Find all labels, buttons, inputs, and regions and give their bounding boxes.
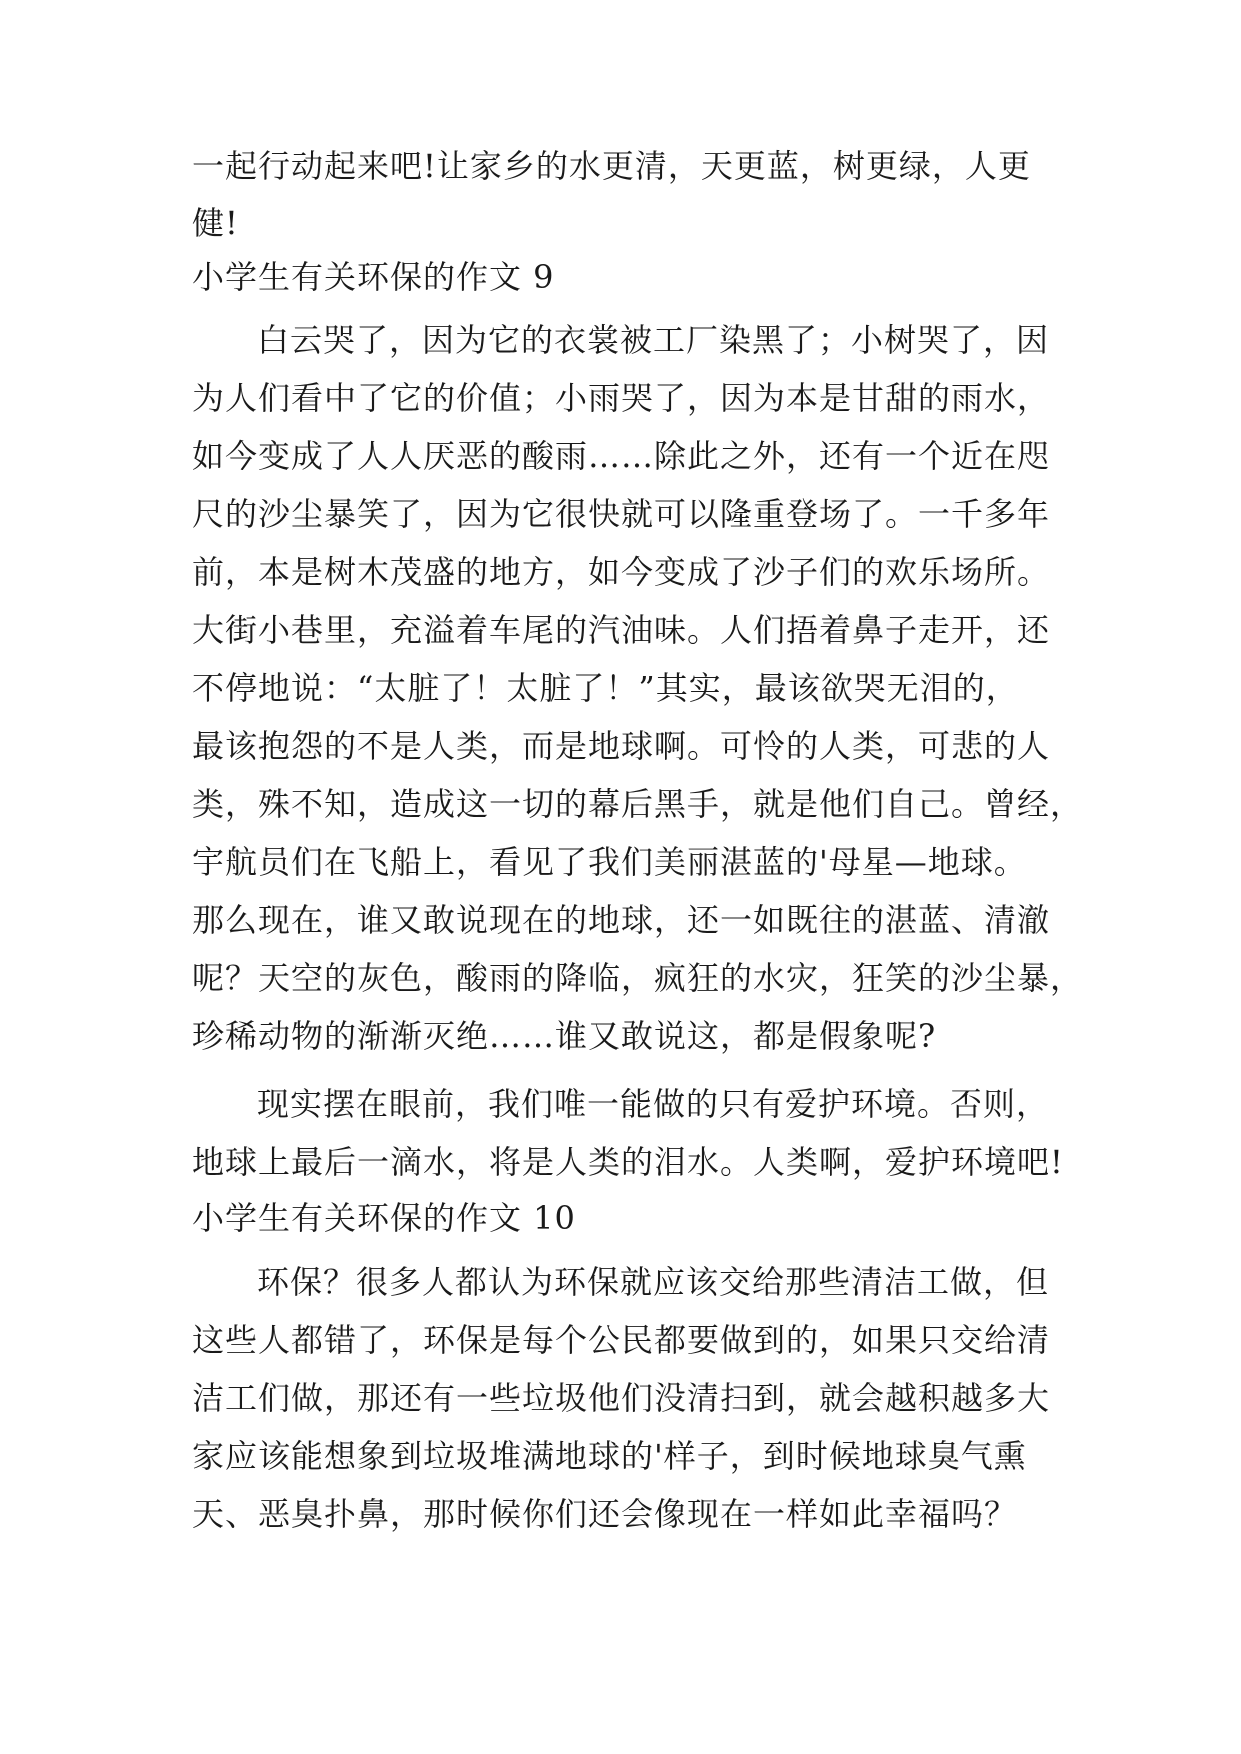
text-line: 尺的沙尘暴笑了，因为它很快就可以隆重登场了。一千多年 bbox=[192, 495, 1051, 533]
text-line: 类，殊不知，造成这一切的幕后黑手，就是他们自己。曾经， bbox=[192, 785, 1084, 823]
text-line: 地球上最后一滴水，将是人类的泪水。人类啊，爱护环境吧! bbox=[192, 1143, 1064, 1181]
text-line: 珍稀动物的渐渐灭绝……谁又敢说这，都是假象呢? bbox=[192, 1017, 937, 1055]
text-line: 天、恶臭扑鼻，那时候你们还会像现在一样如此幸福吗？ bbox=[192, 1495, 1018, 1533]
text-line: 大街小巷里，充溢着车尾的汽油味。人们捂着鼻子走开，还 bbox=[192, 611, 1051, 649]
section-heading: 小学生有关环保的作文 9 bbox=[192, 258, 555, 296]
text-line: 那么现在，谁又敢说现在的地球，还一如既往的湛蓝、清澈 bbox=[192, 901, 1051, 939]
text-line: 宇航员们在飞船上，看见了我们美丽湛蓝的'母星—地球。 bbox=[192, 843, 1027, 881]
text-line: 一起行动起来吧!让家乡的水更清，天更蓝，树更绿，人更 bbox=[192, 147, 1031, 185]
text-line: 呢？天空的灰色，酸雨的降临，疯狂的水灾，狂笑的沙尘暴， bbox=[192, 959, 1084, 997]
paragraph-first-line: 现实摆在眼前，我们唯一能做的只有爱护环境。否则， bbox=[257, 1085, 1050, 1123]
text-line: 前，本是树木茂盛的地方，如今变成了沙子们的欢乐场所。 bbox=[192, 553, 1051, 591]
text-line: 为人们看中了它的价值；小雨哭了，因为本是甘甜的雨水， bbox=[192, 379, 1051, 417]
text-line: 家应该能想象到垃圾堆满地球的'样子，到时候地球臭气熏 bbox=[192, 1437, 1027, 1475]
text-line: 这些人都错了，环保是每个公民都要做到的，如果只交给清 bbox=[192, 1321, 1051, 1359]
text-line: 洁工们做，那还有一些垃圾他们没清扫到，就会越积越多大 bbox=[192, 1379, 1051, 1417]
text-line: 最该抱怨的不是人类，而是地球啊。可怜的人类，可悲的人 bbox=[192, 727, 1051, 765]
text-line: 不停地说：“太脏了！太脏了！”其实，最该欲哭无泪的， bbox=[192, 669, 1019, 707]
text-line: 如今变成了人人厌恶的酸雨……除此之外，还有一个近在咫 bbox=[192, 437, 1051, 475]
section-heading: 小学生有关环保的作文 10 bbox=[192, 1199, 576, 1237]
text-line: 健! bbox=[192, 204, 239, 242]
paragraph-first-line: 环保？很多人都认为环保就应该交给那些清洁工做，但 bbox=[257, 1263, 1050, 1301]
paragraph-first-line: 白云哭了，因为它的衣裳被工厂染黑了；小树哭了，因 bbox=[257, 321, 1050, 359]
